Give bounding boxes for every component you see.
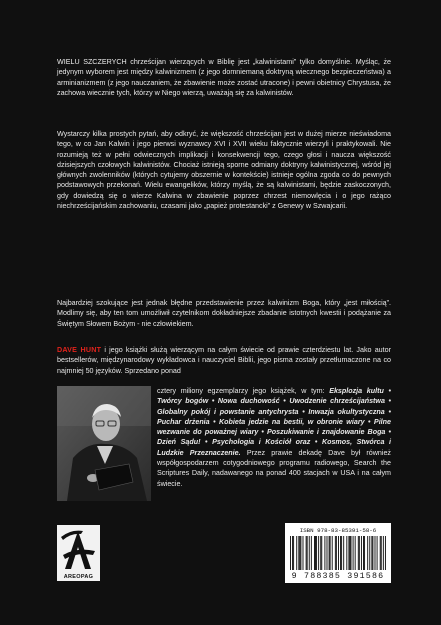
barcode-digits: 9 788385 391586 <box>291 572 385 581</box>
barcode-bar <box>348 536 349 570</box>
publisher-logo-icon <box>57 525 100 573</box>
barcode-bar <box>336 536 337 570</box>
author-bio-lead: cztery miliony egzemplarzy jego książek, w tym: <box>157 387 330 395</box>
barcode-bar <box>380 536 381 570</box>
barcode-bar <box>363 536 364 570</box>
barcode-bar <box>290 536 291 570</box>
barcode-bar <box>292 536 293 570</box>
publisher-logo <box>57 525 100 581</box>
barcode-bar <box>385 536 386 570</box>
barcode-bar <box>329 536 330 570</box>
body-paragraph: Wystarczy kilka prostych pytań, aby odkryć, że większość chrześcijan jest w dużej mierze nieświadoma tego, w co Jan Kalwin i jego pierwsi wyznawcy XVI i XVII wieku faktycznie wierzyli i praktykowali. Nie rozumieją też w pełni odwiecznych implikacji i konsekwencji tego, czego głosi i naucza większość dzisiejszych czołowych kalwinistów. Chociaż istnieją sporne odmiany doktryny kalwinistycznej, wśród jej głównych zwolenników (których cytujemy obszernie w kontekście) istnieje ogólna zgoda co do pewnych podstawowych przekonań. Wielu ewangelików, którzy myślą, że są kalwinistami, będzie zaskoczonych, gdy dowiedzą się o wierze Kalwina w zbawienie poprzez chrzest niemowlęcia i o jego rażąco niechrześcijańskim zachowaniu, czasami jako „papież protestancki” z Genewy w Szwajcarii. <box>57 130 391 211</box>
barcode-bar <box>375 536 376 570</box>
barcode-bar <box>377 536 378 570</box>
barcode-bar <box>349 536 350 570</box>
barcode-bar <box>381 536 382 570</box>
author-photo-image <box>57 386 151 501</box>
author-photo <box>57 386 151 501</box>
barcode-bar <box>355 536 356 570</box>
barcode-bar <box>309 536 310 570</box>
barcode-bar <box>303 536 304 570</box>
barcode-bar <box>338 536 339 570</box>
author-bio-top <box>57 345 391 376</box>
barcode-bar <box>298 536 299 570</box>
barcode-bar <box>335 536 336 570</box>
barcode-bar <box>320 536 321 570</box>
barcode-bar <box>299 536 300 570</box>
barcode-bar <box>307 536 308 570</box>
barcode-bar <box>351 536 352 570</box>
barcode-bar <box>316 536 317 570</box>
barcode-bar <box>361 536 362 570</box>
barcode-bar <box>364 536 365 570</box>
barcode-bar <box>346 536 347 570</box>
barcode-bar <box>296 536 297 570</box>
intro-paragraph <box>57 57 391 98</box>
barcode-bar <box>372 536 373 570</box>
author-bio-text: i jego książki służą wierzącym na całym świecie od prawie czterdziestu lat. Jako autor bestsellerów, międzynarodowy wykładowca i nauczyciel Biblii, jego pisma zostały przetłumaczone na co najmniej 50 języków. Sprzedano ponad <box>57 346 391 375</box>
intro-lead: WIELU SZCZERYCH <box>57 58 127 66</box>
publisher-name: AREOPAG <box>63 574 94 580</box>
barcode-bar <box>343 536 344 570</box>
barcode-bar <box>359 536 360 570</box>
barcode-bar <box>314 536 315 570</box>
barcode-bar <box>327 536 328 570</box>
barcode-bar <box>330 536 331 570</box>
barcode-bar <box>341 536 342 570</box>
closing-paragraph: Najbardziej szokujące jest jednak błędne przedstawienie przez kalwinizm Boga, który „jest miłością”. Modlimy się, aby ten tom umożliwił czytelnikom dokładniejsze zbadanie istotnych kwestii i podążanie za Świętym Słowem Bożym - nie człowiekiem. <box>57 299 391 328</box>
barcode-bar <box>353 536 354 570</box>
author-bio-rest: Przez prawie dekadę Dave był również współgospodarzem cotygodniowego programu radiowego, Search the Scriptures Daily, nadawanego na ponad 400 stacjach w USA i na całym świecie. <box>157 448 391 488</box>
isbn-label: ISBN 978-83-85391-58-6 <box>299 527 377 534</box>
barcode-bar <box>383 536 384 570</box>
barcode-bar <box>371 536 372 570</box>
barcode-bar <box>318 536 319 570</box>
barcode-bar <box>369 536 370 570</box>
barcode-bar <box>332 536 333 570</box>
barcode-bar <box>358 536 359 570</box>
barcode-bar <box>340 536 341 570</box>
barcode-bar <box>293 536 294 570</box>
book-list: Eksplozja kultu • Twórcy bogów • Nowa duchowość • Uwodzenie chrześcijaństwa • Globalny pokój i powstanie antychrysta • Inwazja okultystyczna • Puchar drżenia • Kobieta jedzie na bestii, w obronie wiary • Pilne wezwanie do poważnej wiary • Poszukiwanie i znajdowanie Boga • Dzień Sądu! • Psychologia i Kościół oraz • Kosmos, Stwórca i Ludzkie Przeznaczenie. <box>157 387 391 457</box>
barcode-bar <box>300 536 301 570</box>
intro-text: chrześcijan wierzących w Biblię jest „kalwinistami” tylko domyślnie. Myśląc, że jedynym wyborem jest między kalwinizmem (z jego domniemaną doktryną wiecznego bezpieczeństwa) a arminianizmem (z jego nauczaniem, że zbawienie może zostać utracone) i pewni obietnicy Chrystusa, że zachowa wiecznie tych, którzy w Niego wierzą, uważają się za kalwinistów. <box>57 58 392 97</box>
author-bio-side <box>157 386 391 489</box>
barcode-bar <box>367 536 368 570</box>
barcode-bar <box>311 536 312 570</box>
barcode-bar <box>321 536 322 570</box>
barcode-bar <box>315 536 316 570</box>
isbn-barcode <box>285 523 391 583</box>
barcode-bars <box>290 536 386 570</box>
barcode-bar <box>306 536 307 570</box>
author-name: DAVE HUNT <box>57 346 102 354</box>
barcode-bar <box>324 536 325 570</box>
